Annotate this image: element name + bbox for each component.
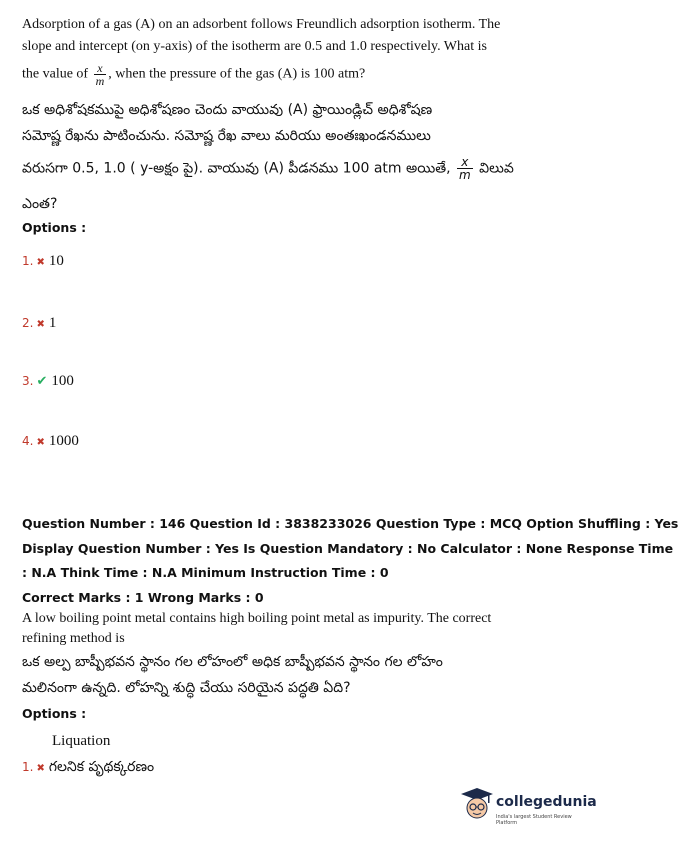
x-over-m-fraction — [94, 62, 107, 87]
q2-option-1-english: Liquation — [52, 733, 111, 749]
option-number: 4. — [22, 434, 34, 448]
q1-text-line2: slope and intercept (on y-axis) of the isotherm are 0.5 and 1.0 respectively. What is — [22, 39, 487, 54]
option-3[interactable] — [22, 370, 74, 390]
option-value: 100 — [51, 373, 74, 389]
q1-text-line3-post: , when the pressure of the gas (A) is 100 atm? — [108, 66, 366, 82]
wrong-mark-icon: ✖ — [36, 437, 45, 448]
wrong-mark-icon: ✖ — [36, 763, 45, 774]
q1-text-line3 — [22, 62, 365, 87]
q1-telugu-line4: ఎంత? — [22, 196, 58, 212]
logo-tagline: India's largest Student Review Platform — [496, 814, 572, 826]
q2-meta-line2: Display Question Number : Yes Is Question Mandatory : No Calculator : None Response Time — [22, 541, 674, 556]
q2-text-line2: refining method is — [22, 631, 125, 646]
q1-telugu-line3 — [22, 156, 514, 181]
fraction-numerator: x — [457, 156, 473, 169]
q2-options-label: Options : — [22, 706, 87, 721]
check-mark-icon: ✔ — [36, 374, 48, 389]
q1-text-line3-pre: the value of — [22, 66, 89, 82]
option-2[interactable] — [22, 312, 56, 332]
option-number: 3. — [22, 374, 34, 388]
option-number: 2. — [22, 316, 34, 330]
q1-telugu-line3-pre: వరుసగా 0.5, 1.0 ( y-అక్షం పై). వాయువు (A) పీడనము 100 atm అయితే, — [22, 160, 451, 177]
option-value: 1 — [48, 315, 57, 331]
option-4[interactable] — [22, 430, 79, 450]
option-number: 1. — [22, 760, 34, 774]
q1-options-label: Options : — [22, 220, 87, 235]
q2-meta-line1: Question Number : 146 Question Id : 3838233026 Question Type : MCQ Option Shuffling : Yes — [22, 516, 678, 531]
option-1[interactable] — [22, 250, 64, 270]
logo-name: collegedunia — [496, 794, 597, 810]
wrong-mark-icon: ✖ — [36, 257, 45, 268]
option-value: 1000 — [48, 433, 79, 449]
q2-meta-line3: : N.A Think Time : N.A Minimum Instruction Time : 0 — [22, 565, 389, 580]
option-value: 10 — [48, 253, 64, 269]
q1-telugu-line1: ఒక అధిశోషకముపై అధిశోషణం చెందు వాయువు (A) ఫ్రాయిండ్లిచ్ అధిశోషణ — [22, 102, 433, 118]
q2-option-1[interactable] — [22, 756, 154, 777]
collegedunia-logo — [460, 786, 597, 826]
x-over-m-fraction-telugu — [457, 156, 473, 181]
fraction-denominator: m — [459, 168, 471, 182]
q2-marks: Correct Marks : 1 Wrong Marks : 0 — [22, 590, 264, 605]
fraction-numerator: x — [94, 62, 107, 75]
q2-telugu-line2: మలినంగా ఉన్నది. లోహన్ని శుద్ధి చేయు సరియైన పద్ధతి ఏది? — [22, 680, 351, 696]
q2-telugu-line1: ఒక అల్ప బాష్పీభవన స్థానం గల లోహంలో అధిక బాష్పీభవన స్థానం గల లోహం — [22, 654, 443, 670]
option-value-telugu: గలనిక పృథక్కరణం — [48, 759, 155, 775]
option-number: 1. — [22, 254, 34, 268]
graduate-mascot-icon — [460, 786, 494, 822]
wrong-mark-icon: ✖ — [36, 319, 45, 330]
q1-telugu-line3-post: విలువ — [479, 160, 514, 177]
fraction-denominator: m — [95, 74, 105, 88]
q1-text-line1: Adsorption of a gas (A) on an adsorbent follows Freundlich adsorption isotherm. The — [22, 17, 501, 32]
q1-telugu-line2: సమోష్ణ రేఖను పాటించును. సమోష్ణ రేఖ వాలు మరియు అంతఃఖండనములు — [22, 128, 431, 144]
q2-text-line1: A low boiling point metal contains high boiling point metal as impurity. The correct — [22, 611, 492, 626]
